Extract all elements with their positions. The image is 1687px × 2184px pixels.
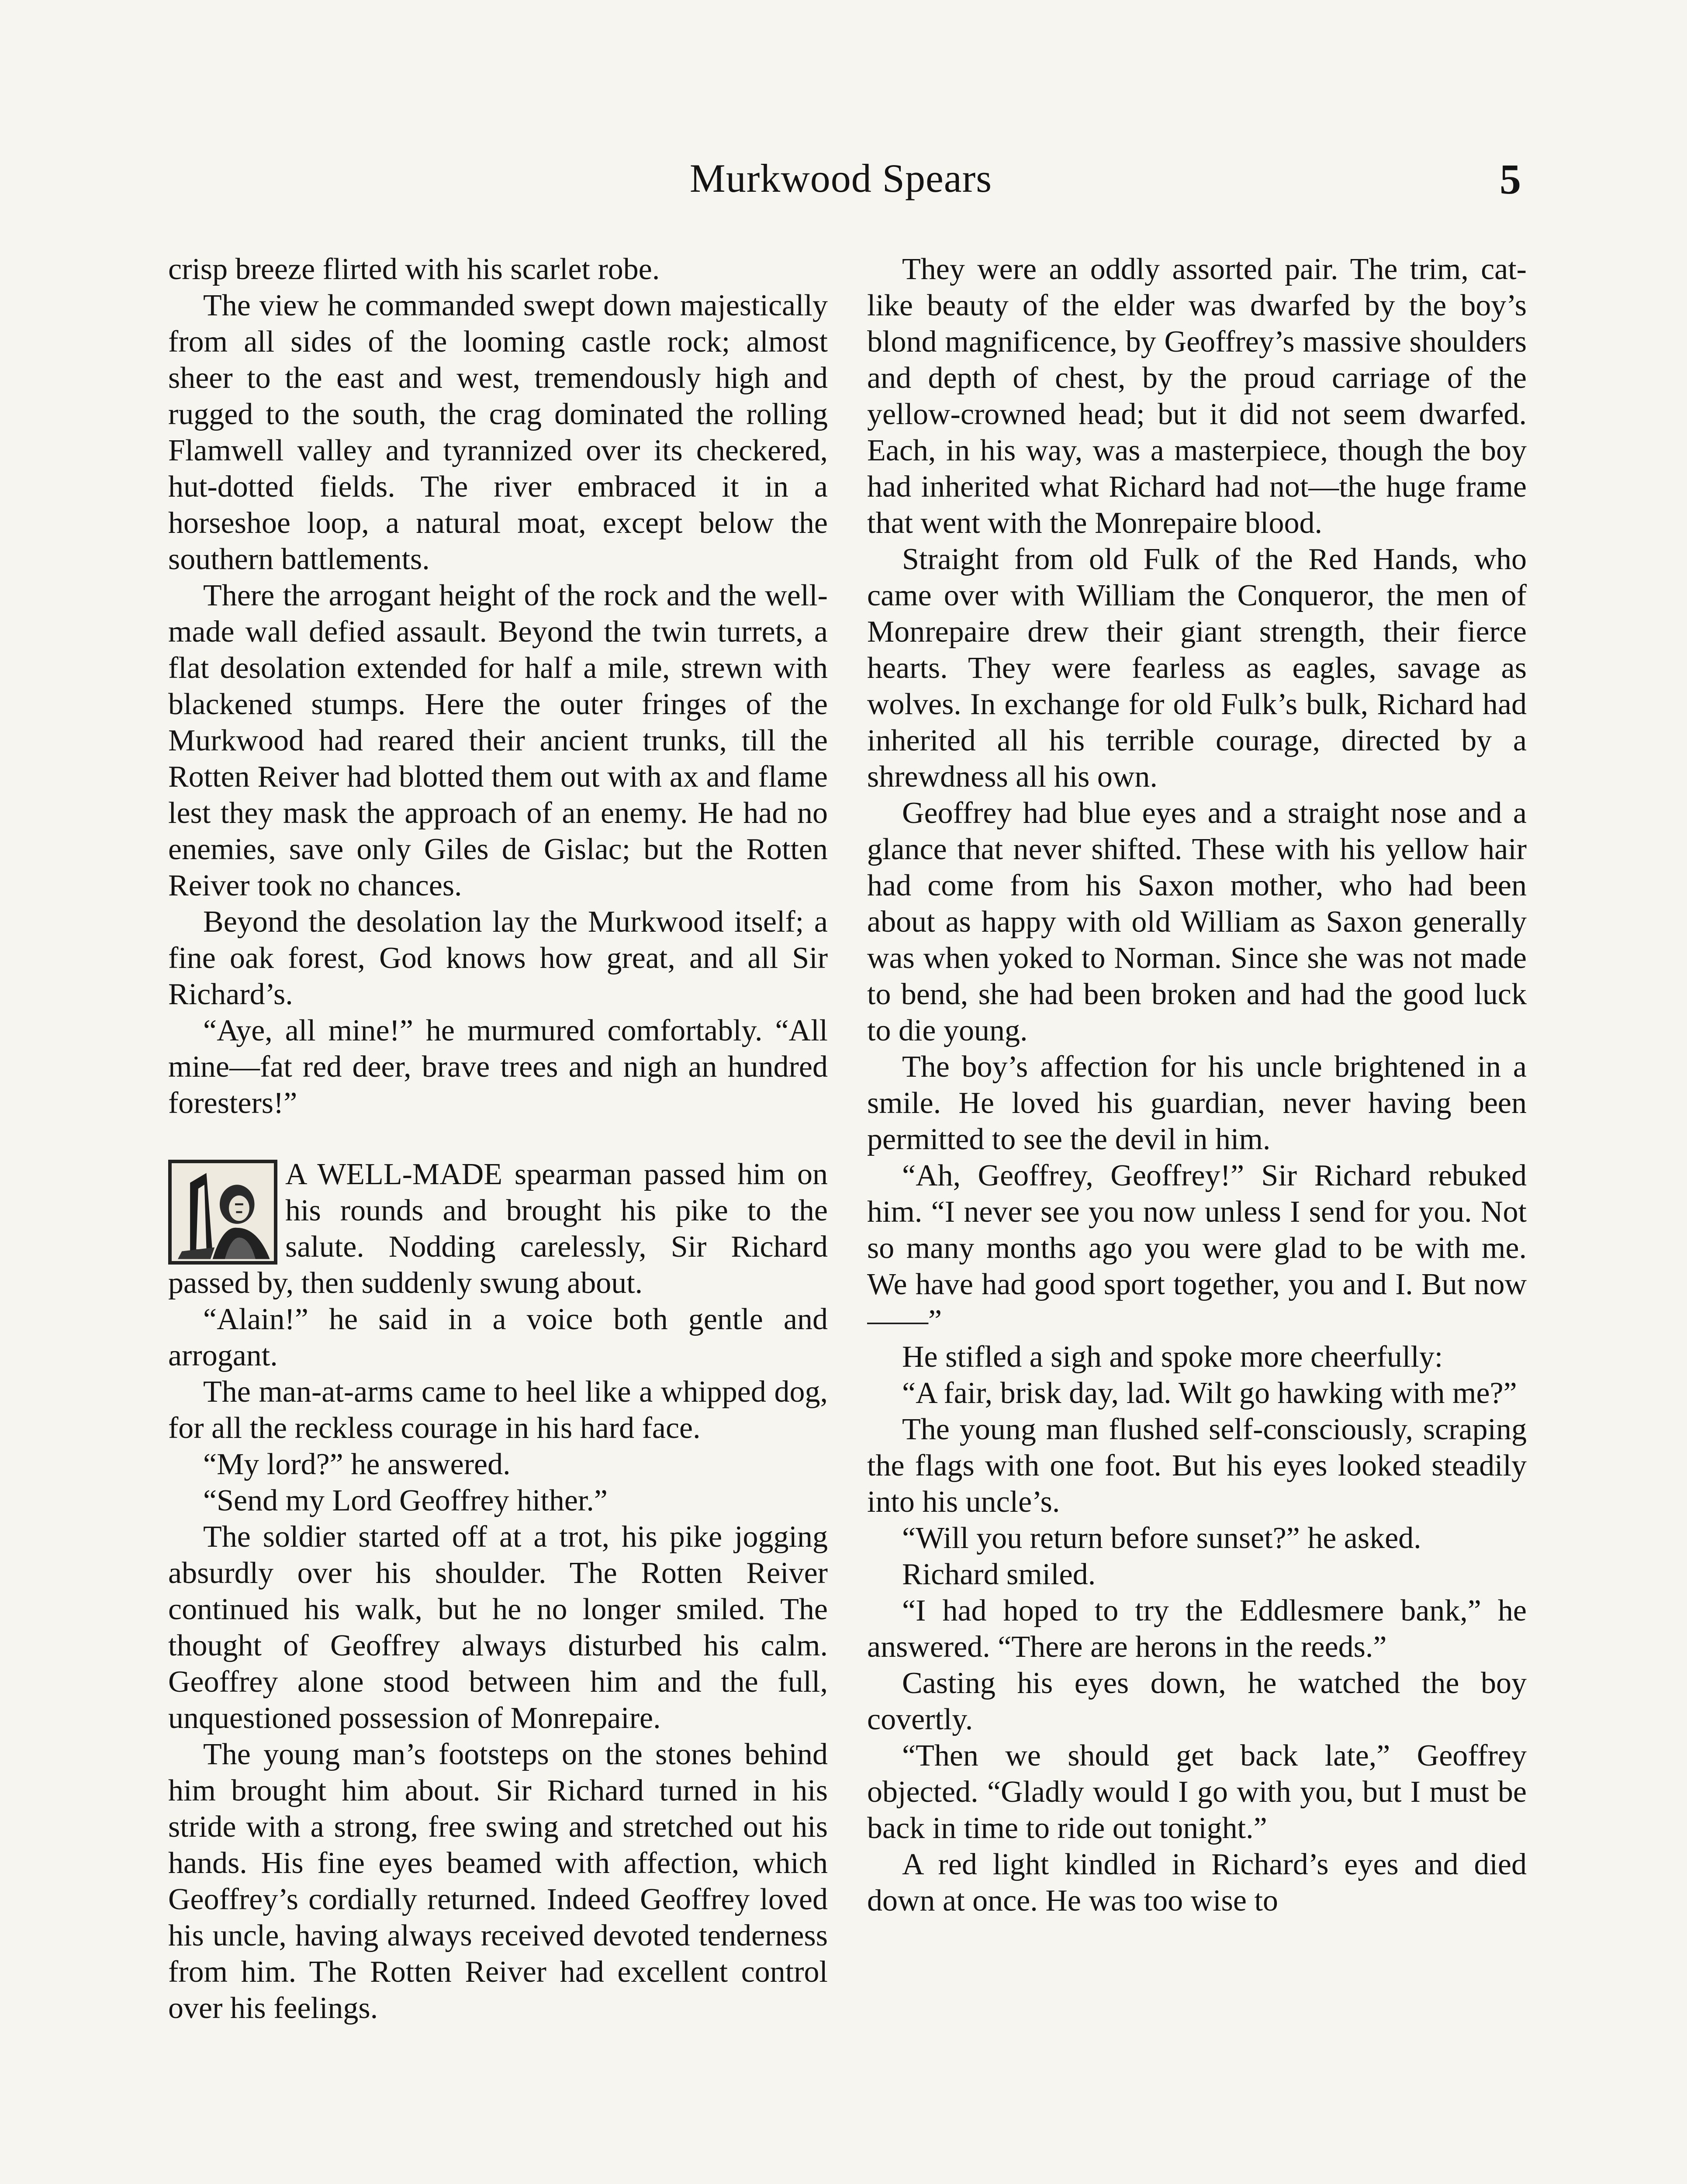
paragraph: “Aye, all mine!” he murmured comfortably. “All mine—fat red deer, brave trees and nigh an hundred foresters!” [168,1014,828,1120]
paragraph: The soldier started off at a trot, his pike jogging absurdly over his shoulder. The Rotten Reiver continued his walk, but he no longer smiled. The thought of Geoffrey always disturbed his calm. Geoffrey alone stood between him and the full, unquestioned possession of Monrepaire. [168,1520,828,1735]
paragraph: The boy’s affection for his uncle brightened in a smile. He loved his guardian, never having been permitted to see the devil in him. [867,1050,1527,1156]
paragraph: A red light kindled in Richard’s eyes and died down at once. He was too wise to [867,1848,1527,1918]
paragraph: Straight from old Fulk of the Red Hands, who came over with William the Conqueror, the men of Monrepaire drew their giant strength, their fierce hearts. They were fearless as eagles, savage as wolves. In exchange for old Fulk’s bulk, Richard had inherited all his terrible courage, directed by a shrewdness all his own. [867,543,1527,794]
paragraph: “Send my Lord Geoffrey hither.” [203,1484,608,1517]
dropcap-paragraph-block [168,1156,828,1301]
paragraph: They were an oddly assorted pair. The trim, cat-like beauty of the elder was dwarfed by the boy’s blond magnificence, by Geoffrey’s massive shoulders and depth of chest, by the proud carriage of the yellow-crowned head; but it did not seem dwarfed. Each, in his way, was a masterpiece, though the boy had inherited what Richard had not—the huge frame that went with the Monrepaire blood. [867,252,1527,540]
paragraph: “Alain!” he said in a voice both gentle and arrogant. [168,1303,828,1372]
paragraph: The view he commanded swept down majestically from all sides of the looming castle rock; almost sheer to the east and west, tremendously high and rugged to the south, the crag dominated the rolling Flamwell valley and tyrannized over its checkered, hut-dotted fields. The river embraced it in a horseshoe loop, a natural moat, except below the southern battlements. [168,289,828,576]
paragraph: The young man flushed self-consciously, scraping the flags with one foot. But his eyes looked steadily into his uncle’s. [867,1413,1527,1519]
paragraph: Beyond the desolation lay the Murkwood itself; a fine oak forest, God knows how great, and all Sir Richard’s. [168,905,828,1011]
paragraph: The young man’s footsteps on the stones behind him brought him about. Sir Richard turned in his stride with a strong, free swing and stretched out his hands. His fine eyes beamed with affection, which Geoffrey’s cordially returned. Indeed Geoffrey loved his uncle, having always received devoted tenderness from him. The Rotten Reiver had excellent control over his feelings. [168,1738,828,2025]
paragraph: “Will you return before sunset?” he asked. [902,1521,1421,1555]
left-column [168,251,828,2184]
paragraph: The man-at-arms came to heel like a whipped dog, for all the reckless courage in his hard face. [168,1375,828,1445]
paragraph: “A fair, brisk day, lad. Wilt go hawking with me?” [902,1376,1517,1410]
paragraph: crisp breeze flirted with his scarlet robe. [168,252,660,286]
paragraph: “Ah, Geoffrey, Geoffrey!” Sir Richard rebuked him. “I never see you now unless I send for you. Not so many months ago you were glad to be with me. We have had good sport together, you and I. But now——” [867,1159,1527,1337]
paragraph: Geoffrey had blue eyes and a straight nose and a glance that never shifted. These with his yellow hair had come from his Saxon mother, who had been about as happy with old William as Saxon generally was when yoked to Norman. Since she was not made to bend, she had been broken and had the good luck to die young. [867,796,1527,1047]
paragraph: “My lord?” he answered. [203,1448,511,1481]
paragraph: “Then we should get back late,” Geoffrey objected. “Gladly would I go with you, but I must be back in time to ride out tonight.” [867,1739,1527,1845]
paragraph: He stifled a sigh and spoke more cheerfully: [902,1340,1443,1374]
page-number: 5 [1500,156,1521,203]
right-column [867,251,1527,2184]
paragraph: There the arrogant height of the rock and the well-made wall defied assault. Beyond the twin turrets, a flat desolation extended for half a mile, strewn with blackened stumps. Here the outer fringes of the Murkwood had reared their ancient trunks, till the Rotten Reiver had blotted them out with ax and flame lest they mask the approach of an enemy. He had no enemies, save only Giles de Gislac; but the Rotten Reiver took no chances. [168,579,828,902]
paragraph: Richard smiled. [902,1558,1096,1591]
paragraph: “I had hoped to try the Eddlesmere bank,” he answered. “There are herons in the reeds.” [867,1594,1527,1664]
paragraph: A WELL-MADE spearman passed him on his rounds and brought his pike to the salute. Nodding carelessly, Sir Richard passed by, then suddenly swung about. [168,1158,828,1300]
drop-cap-knight-illustration-icon [168,1160,277,1265]
running-header-title: Murkwood Spears [689,156,992,200]
paragraph: Casting his eyes down, he watched the boy covertly. [867,1666,1527,1736]
